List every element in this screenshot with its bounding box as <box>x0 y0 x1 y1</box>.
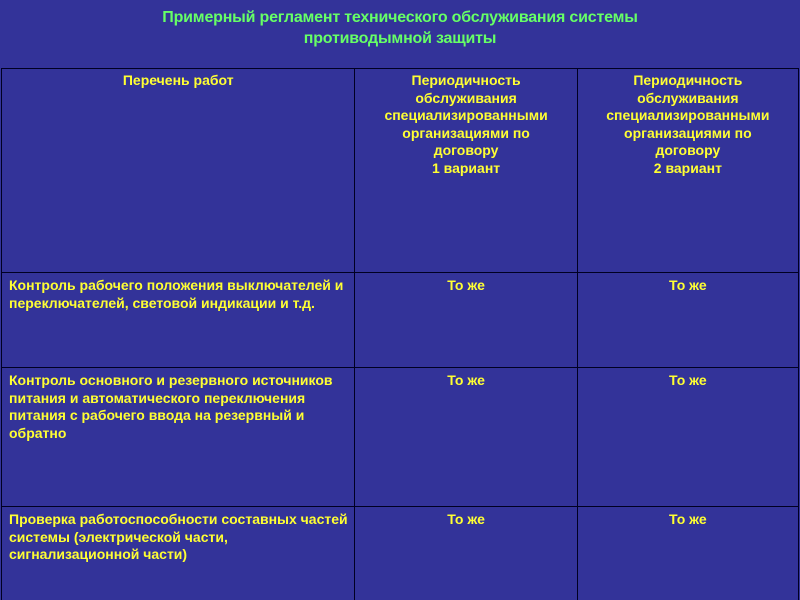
variant-2-cell <box>577 507 798 600</box>
header-text: обслуживания <box>415 89 517 106</box>
variant-2-cell <box>577 368 798 507</box>
header-text: 2 вариант <box>653 159 722 176</box>
variant-1-text: То же <box>447 277 485 293</box>
header-text: Периодичность <box>633 72 743 88</box>
header-text: договору <box>655 142 721 158</box>
variant-2-text: То же <box>669 372 707 388</box>
table-header-row <box>2 69 799 273</box>
work-text: Проверка работоспособности составных частей системы (электрической части, сигнализационной части) <box>9 511 348 562</box>
header-variant-1 <box>355 69 577 273</box>
table-row <box>2 273 799 368</box>
variant-1-cell <box>355 507 577 600</box>
header-text: организациями по <box>624 124 752 141</box>
variant-2-text: То же <box>669 277 707 293</box>
work-cell <box>2 368 355 507</box>
variant-1-text: То же <box>447 372 485 388</box>
work-text: Контроль основного и резервного источников питания и автоматического переключения питания с рабочего ввода на резервный и обратно <box>9 372 333 441</box>
work-cell <box>2 507 355 600</box>
variant-1-text: То же <box>447 511 485 527</box>
slide-title-line-1: Примерный регламент технического обслуживания системы <box>162 9 638 26</box>
header-text: организациями по <box>402 124 530 141</box>
variant-2-cell <box>577 273 798 368</box>
variant-1-cell <box>355 368 577 507</box>
header-text: Периодичность <box>411 72 521 88</box>
header-text: договору <box>433 142 499 158</box>
work-cell <box>2 273 355 368</box>
header-text: специализированными <box>606 107 770 123</box>
maintenance-schedule-table <box>1 68 799 600</box>
header-text: специализированными <box>384 107 548 123</box>
variant-1-cell <box>355 273 577 368</box>
header-text: обслуживания <box>637 89 739 106</box>
header-variant-2 <box>577 69 798 273</box>
header-work-list <box>2 69 355 273</box>
header-text: 1 вариант <box>432 159 501 176</box>
slide-title-line-2: противодымной защиты <box>303 30 497 47</box>
table-row <box>2 368 799 507</box>
slide-title <box>0 7 800 49</box>
variant-2-text: То же <box>669 511 707 527</box>
table-row <box>2 507 799 600</box>
header-text: Перечень работ <box>122 72 234 88</box>
work-text: Контроль рабочего положения выключателей и переключателей, световой индикации и т.д. <box>9 277 344 311</box>
